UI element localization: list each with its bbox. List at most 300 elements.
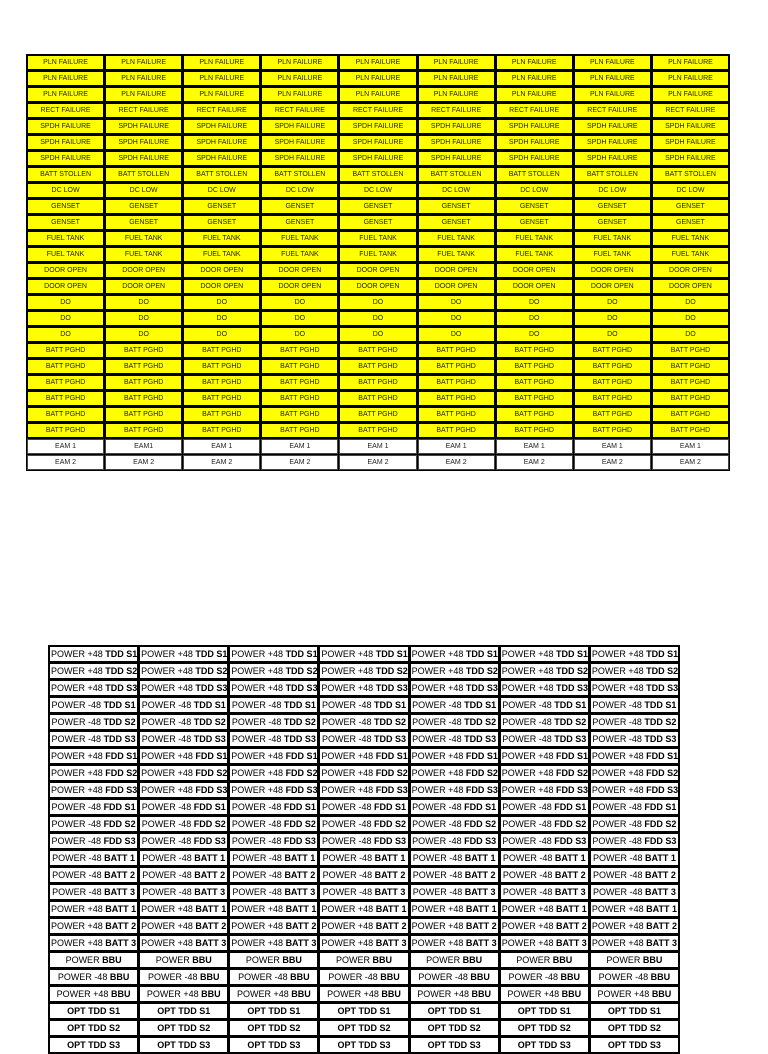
label-prefix: POWER +48 <box>501 751 556 761</box>
label-cell: BATT PGHD <box>261 343 338 358</box>
label-cell: DOOR OPEN <box>339 263 416 278</box>
power-label-cell <box>49 935 138 951</box>
label-prefix: POWER +48 <box>51 683 106 693</box>
label-prefix: POWER +48 <box>327 989 382 999</box>
power-label-cell <box>500 901 589 917</box>
label-cell: DO <box>652 327 729 342</box>
label-cell: DC LOW <box>339 183 416 198</box>
table-row <box>27 279 729 294</box>
label-emphasis: FDD S1 <box>285 751 318 761</box>
label-cell: DOOR OPEN <box>339 279 416 294</box>
label-prefix: POWER +48 <box>417 989 472 999</box>
label-cell: SPDH FAILURE <box>652 135 729 150</box>
label-cell: BATT PGHD <box>27 343 104 358</box>
label-cell: BATT PGHD <box>183 375 260 390</box>
power-label-cell <box>49 884 138 900</box>
power-label-cell <box>319 714 408 730</box>
label-cell: DO <box>652 311 729 326</box>
label-cell: EAM 1 <box>418 439 495 454</box>
label-cell: BATT PGHD <box>183 391 260 406</box>
label-emphasis: TDD S2 <box>554 717 587 727</box>
label-cell: DC LOW <box>183 183 260 198</box>
table-row <box>49 816 679 832</box>
label-prefix: POWER -48 <box>321 802 374 812</box>
label-prefix: POWER -48 <box>57 972 110 982</box>
label-emphasis: TDD S1 <box>193 700 226 710</box>
label-emphasis: BATT 2 <box>554 870 586 880</box>
label-emphasis: TDD S2 <box>644 717 677 727</box>
label-emphasis: FDD S3 <box>195 785 228 795</box>
power-label-cell <box>49 952 138 968</box>
label-prefix: POWER -48 <box>52 887 105 897</box>
label-cell: BATT PGHD <box>105 391 182 406</box>
power-label-cell <box>229 680 318 696</box>
label-emphasis: BATT 1 <box>465 904 497 914</box>
label-prefix: POWER -48 <box>412 836 465 846</box>
label-prefix: POWER -48 <box>412 853 465 863</box>
power-label-cell <box>410 833 499 849</box>
label-cell: EAM 2 <box>183 455 260 470</box>
label-emphasis: TDD S1 <box>195 649 228 659</box>
label-cell: SPDH FAILURE <box>261 151 338 166</box>
label-emphasis: OPT TDD S3 <box>427 1040 481 1050</box>
label-cell: PLN FAILURE <box>574 55 651 70</box>
power-label-cell <box>590 646 679 662</box>
label-cell: BATT PGHD <box>183 423 260 438</box>
label-emphasis: FDD S2 <box>285 768 318 778</box>
label-emphasis: BBU <box>201 989 221 999</box>
power-label-cell <box>49 731 138 747</box>
label-emphasis: FDD S1 <box>554 802 587 812</box>
label-cell: PLN FAILURE <box>652 87 729 102</box>
label-prefix: POWER -48 <box>231 802 284 812</box>
label-cell: PLN FAILURE <box>652 71 729 86</box>
power-label-cell <box>500 1003 589 1019</box>
label-emphasis: TDD S3 <box>373 734 406 744</box>
power-label-cell <box>500 833 589 849</box>
label-prefix: POWER -48 <box>141 836 194 846</box>
power-label-cell <box>139 680 228 696</box>
power-label-cell <box>410 782 499 798</box>
table-row <box>27 375 729 390</box>
label-prefix: POWER +48 <box>321 683 376 693</box>
label-cell: DO <box>339 311 416 326</box>
label-emphasis: TDD S3 <box>103 734 136 744</box>
label-emphasis: FDD S1 <box>195 751 228 761</box>
label-prefix: POWER -48 <box>592 717 645 727</box>
power-label-cell <box>410 663 499 679</box>
label-prefix: POWER -48 <box>322 853 375 863</box>
label-cell: BATT PGHD <box>105 359 182 374</box>
label-emphasis: FDD S3 <box>464 836 497 846</box>
label-emphasis: BBU <box>642 955 663 965</box>
label-cell: DO <box>27 311 104 326</box>
power-label-cell <box>139 663 228 679</box>
label-emphasis: FDD S1 <box>193 802 226 812</box>
label-emphasis: FDD S2 <box>103 819 136 829</box>
label-emphasis: FDD S3 <box>105 785 138 795</box>
power-label-cell <box>319 969 408 985</box>
label-prefix: POWER +48 <box>501 904 556 914</box>
table-row <box>49 867 679 883</box>
label-cell: BATT PGHD <box>496 407 573 422</box>
label-prefix: POWER -48 <box>598 972 651 982</box>
label-cell: DOOR OPEN <box>418 263 495 278</box>
power-label-cell <box>410 918 499 934</box>
label-prefix: POWER +48 <box>591 751 647 761</box>
label-emphasis: BBU <box>102 955 122 965</box>
label-prefix: POWER +48 <box>51 904 106 914</box>
power-label-cell <box>229 986 318 1002</box>
label-cell: BATT PGHD <box>261 423 338 438</box>
label-cell: DO <box>105 311 182 326</box>
label-prefix: POWER <box>516 955 553 965</box>
power-label-cell <box>500 884 589 900</box>
label-prefix: POWER <box>335 955 373 965</box>
power-label-cell <box>49 918 138 934</box>
label-emphasis: BBU <box>109 972 130 982</box>
label-cell: BATT PGHD <box>418 359 495 374</box>
label-emphasis: TDD S1 <box>465 649 498 659</box>
power-label-cell <box>139 833 228 849</box>
label-emphasis: TDD S3 <box>644 734 677 744</box>
power-label-cell <box>410 850 499 866</box>
power-label-cell <box>139 901 228 917</box>
label-emphasis: OPT TDD S2 <box>607 1023 661 1033</box>
label-prefix: POWER +48 <box>51 751 106 761</box>
power-label-cell <box>139 850 228 866</box>
label-emphasis: TDD S1 <box>285 649 318 659</box>
label-cell: DO <box>652 295 729 310</box>
power-label-cell <box>49 986 138 1002</box>
power-label-cell <box>229 901 318 917</box>
power-label-cell <box>410 1020 499 1036</box>
label-emphasis: TDD S1 <box>555 649 588 659</box>
label-prefix: POWER -48 <box>412 870 465 880</box>
power-label-cell <box>319 918 408 934</box>
label-cell: SPDH FAILURE <box>339 135 416 150</box>
table-row <box>27 343 729 358</box>
label-cell: BATT PGHD <box>496 375 573 390</box>
table-row <box>27 423 729 438</box>
label-cell: DO <box>183 327 260 342</box>
label-prefix: POWER +48 <box>51 785 106 795</box>
label-cell: DOOR OPEN <box>183 279 260 294</box>
label-cell: PLN FAILURE <box>418 55 495 70</box>
label-emphasis: FDD S1 <box>375 751 408 761</box>
label-cell: DO <box>105 327 182 342</box>
label-emphasis: BATT 2 <box>194 870 226 880</box>
label-cell: BATT PGHD <box>183 407 260 422</box>
table-row <box>27 359 729 374</box>
label-cell: PLN FAILURE <box>105 87 182 102</box>
label-emphasis: BATT 1 <box>104 853 135 863</box>
label-prefix: POWER -48 <box>592 887 645 897</box>
power-label-cell <box>229 935 318 951</box>
label-emphasis: TDD S3 <box>555 683 588 693</box>
label-cell: EAM 2 <box>652 455 729 470</box>
label-prefix: POWER +48 <box>501 683 556 693</box>
label-emphasis: FDD S3 <box>555 785 588 795</box>
power-label-cell <box>229 731 318 747</box>
label-emphasis: FDD S1 <box>103 802 136 812</box>
label-emphasis: BBU <box>561 989 582 999</box>
power-label-cell <box>49 714 138 730</box>
label-prefix: POWER -48 <box>142 853 195 863</box>
power-label-cell <box>590 697 679 713</box>
label-emphasis: BBU <box>290 972 310 982</box>
label-prefix: POWER -48 <box>508 972 561 982</box>
label-prefix: POWER +48 <box>321 751 376 761</box>
label-emphasis: FDD S2 <box>555 768 588 778</box>
label-cell: BATT PGHD <box>652 375 729 390</box>
label-cell: DOOR OPEN <box>105 263 182 278</box>
label-cell: EAM 2 <box>27 455 104 470</box>
label-cell: RECT FAILURE <box>496 103 573 118</box>
power-label-cell <box>139 782 228 798</box>
label-cell: BATT PGHD <box>261 407 338 422</box>
label-prefix: POWER -48 <box>232 853 285 863</box>
label-prefix: POWER +48 <box>411 683 466 693</box>
label-cell: BATT PGHD <box>418 391 495 406</box>
label-cell: RECT FAILURE <box>105 103 182 118</box>
label-cell: FUEL TANK <box>339 231 416 246</box>
power-label-cell <box>590 884 679 900</box>
label-prefix: POWER -48 <box>412 700 465 710</box>
label-cell: DOOR OPEN <box>652 279 729 294</box>
label-cell: EAM1 <box>105 439 182 454</box>
label-emphasis: TDD S2 <box>555 666 588 676</box>
label-emphasis: BATT 3 <box>555 938 587 948</box>
label-emphasis: BATT 2 <box>105 921 137 931</box>
label-emphasis: OPT TDD S2 <box>67 1023 121 1033</box>
label-cell: DC LOW <box>105 183 182 198</box>
label-prefix: POWER -48 <box>147 972 200 982</box>
label-prefix: POWER -48 <box>232 887 285 897</box>
power-label-cell <box>590 901 679 917</box>
label-cell: DOOR OPEN <box>574 279 651 294</box>
label-prefix: POWER +48 <box>591 649 647 659</box>
power-label-cell <box>139 765 228 781</box>
label-emphasis: TDD S1 <box>646 649 679 659</box>
label-emphasis: BATT 3 <box>646 938 677 948</box>
label-cell: RECT FAILURE <box>183 103 260 118</box>
label-emphasis: BATT 1 <box>554 853 586 863</box>
label-prefix: POWER -48 <box>141 717 194 727</box>
label-prefix: POWER -48 <box>321 734 374 744</box>
label-cell: BATT PGHD <box>496 343 573 358</box>
label-cell: PLN FAILURE <box>496 87 573 102</box>
label-cell: DO <box>418 311 495 326</box>
label-cell: BATT PGHD <box>339 375 416 390</box>
power-label-cell <box>590 935 679 951</box>
label-emphasis: OPT TDD S1 <box>247 1006 301 1016</box>
label-prefix: POWER +48 <box>141 938 196 948</box>
label-cell: EAM 2 <box>105 455 182 470</box>
label-emphasis: OPT TDD S3 <box>67 1040 121 1050</box>
power-label-cell <box>590 833 679 849</box>
label-cell: DO <box>574 295 651 310</box>
label-prefix: POWER -48 <box>592 700 645 710</box>
label-cell: BATT PGHD <box>339 423 416 438</box>
label-cell: PLN FAILURE <box>261 55 338 70</box>
label-emphasis: TDD S2 <box>105 666 138 676</box>
label-prefix: POWER +48 <box>51 649 106 659</box>
power-label-cell <box>229 765 318 781</box>
label-cell: PLN FAILURE <box>27 87 104 102</box>
label-prefix: POWER -48 <box>51 700 104 710</box>
label-emphasis: OPT TDD S3 <box>337 1040 391 1050</box>
label-emphasis: BBU <box>651 989 672 999</box>
label-emphasis: TDD S3 <box>375 683 408 693</box>
label-prefix: POWER -48 <box>502 836 555 846</box>
power-label-cell <box>500 850 589 866</box>
label-cell: BATT PGHD <box>261 375 338 390</box>
power-label-cell <box>500 714 589 730</box>
label-cell: FUEL TANK <box>27 231 104 246</box>
label-emphasis: TDD S3 <box>464 734 497 744</box>
table-row <box>49 935 679 951</box>
label-cell: BATT PGHD <box>574 391 651 406</box>
label-cell: DOOR OPEN <box>418 279 495 294</box>
label-emphasis: FDD S2 <box>193 819 226 829</box>
label-emphasis: BATT 3 <box>554 887 586 897</box>
label-emphasis: BATT 1 <box>645 853 676 863</box>
table-row <box>49 765 679 781</box>
label-emphasis: FDD S2 <box>644 819 677 829</box>
label-emphasis: BATT 3 <box>194 887 226 897</box>
power-label-cell <box>590 748 679 764</box>
label-prefix: POWER -48 <box>141 819 194 829</box>
table-row <box>27 55 729 70</box>
power-label-cell <box>139 731 228 747</box>
table-row <box>27 119 729 134</box>
power-label-cell <box>410 884 499 900</box>
table-row <box>27 327 729 342</box>
label-emphasis: BATT 1 <box>464 853 496 863</box>
power-label-cell <box>229 1020 318 1036</box>
power-label-cell <box>49 765 138 781</box>
table-row <box>49 782 679 798</box>
label-cell: SPDH FAILURE <box>574 135 651 150</box>
label-emphasis: BBU <box>192 955 212 965</box>
label-cell: DO <box>261 295 338 310</box>
power-label-cell <box>319 731 408 747</box>
label-prefix: POWER -48 <box>51 717 104 727</box>
label-cell: DOOR OPEN <box>652 263 729 278</box>
label-prefix: POWER +48 <box>141 666 196 676</box>
label-cell: SPDH FAILURE <box>261 135 338 150</box>
label-emphasis: TDD S1 <box>375 649 408 659</box>
label-cell: SPDH FAILURE <box>183 119 260 134</box>
power-label-cell <box>319 799 408 815</box>
label-emphasis: TDD S1 <box>464 700 497 710</box>
label-cell: DO <box>183 311 260 326</box>
label-prefix: POWER +48 <box>141 904 196 914</box>
label-cell: BATT PGHD <box>183 343 260 358</box>
power-label-cell <box>229 867 318 883</box>
label-emphasis: TDD S1 <box>644 700 677 710</box>
label-emphasis: TDD S3 <box>465 683 498 693</box>
label-cell: FUEL TANK <box>261 247 338 262</box>
label-cell: RECT FAILURE <box>418 103 495 118</box>
label-prefix: POWER -48 <box>502 802 555 812</box>
table-row <box>27 151 729 166</box>
label-cell: SPDH FAILURE <box>418 135 495 150</box>
label-emphasis: TDD S3 <box>193 734 226 744</box>
label-cell: PLN FAILURE <box>105 71 182 86</box>
label-cell: EAM 1 <box>652 439 729 454</box>
label-prefix: POWER +48 <box>411 921 466 931</box>
power-label-cell <box>500 663 589 679</box>
label-emphasis: TDD S2 <box>283 717 316 727</box>
power-label-cell <box>410 969 499 985</box>
label-cell: BATT STOLLEN <box>652 167 729 182</box>
label-cell: DOOR OPEN <box>183 263 260 278</box>
label-prefix: POWER -48 <box>412 717 465 727</box>
label-prefix: POWER +48 <box>236 989 292 999</box>
label-cell: SPDH FAILURE <box>418 151 495 166</box>
label-emphasis: BATT 2 <box>555 921 587 931</box>
label-prefix: POWER -48 <box>502 819 555 829</box>
label-cell: FUEL TANK <box>652 231 729 246</box>
label-emphasis: BATT 3 <box>284 887 316 897</box>
label-emphasis: TDD S1 <box>373 700 406 710</box>
label-emphasis: BBU <box>381 989 401 999</box>
label-cell: RECT FAILURE <box>339 103 416 118</box>
table-row <box>27 103 729 118</box>
label-emphasis: BBU <box>372 955 392 965</box>
label-cell: GENSET <box>496 199 573 214</box>
power-label-cell <box>229 748 318 764</box>
table-row <box>49 680 679 696</box>
label-emphasis: FDD S2 <box>646 768 679 778</box>
label-cell: FUEL TANK <box>105 247 182 262</box>
label-cell: SPDH FAILURE <box>261 119 338 134</box>
label-emphasis: BBU <box>470 972 490 982</box>
label-cell: PLN FAILURE <box>418 87 495 102</box>
label-cell: SPDH FAILURE <box>105 151 182 166</box>
label-emphasis: TDD S2 <box>464 717 497 727</box>
label-emphasis: BBU <box>560 972 581 982</box>
label-cell: BATT PGHD <box>27 423 104 438</box>
power-label-cell <box>139 952 228 968</box>
power-label-cell <box>500 952 589 968</box>
label-emphasis: FDD S1 <box>283 802 316 812</box>
label-prefix: POWER -48 <box>141 734 194 744</box>
label-cell: EAM 2 <box>574 455 651 470</box>
label-cell: BATT PGHD <box>652 391 729 406</box>
label-prefix: POWER -48 <box>328 972 381 982</box>
label-emphasis: OPT TDD S1 <box>337 1006 391 1016</box>
power-label-cell <box>49 850 138 866</box>
power-label-cell <box>319 782 408 798</box>
power-label-cell <box>590 867 679 883</box>
label-prefix: POWER +48 <box>411 904 466 914</box>
label-emphasis: BBU <box>471 989 492 999</box>
label-cell: DC LOW <box>261 183 338 198</box>
label-cell: FUEL TANK <box>496 247 573 262</box>
label-prefix: POWER +48 <box>231 904 286 914</box>
label-cell: BATT PGHD <box>418 343 495 358</box>
power-label-cell <box>500 731 589 747</box>
table-row <box>27 71 729 86</box>
label-emphasis: BATT 2 <box>645 870 676 880</box>
label-emphasis: FDD S2 <box>105 768 138 778</box>
label-emphasis: OPT TDD S2 <box>517 1023 571 1033</box>
label-emphasis: FDD S1 <box>646 751 679 761</box>
label-cell: BATT PGHD <box>652 343 729 358</box>
